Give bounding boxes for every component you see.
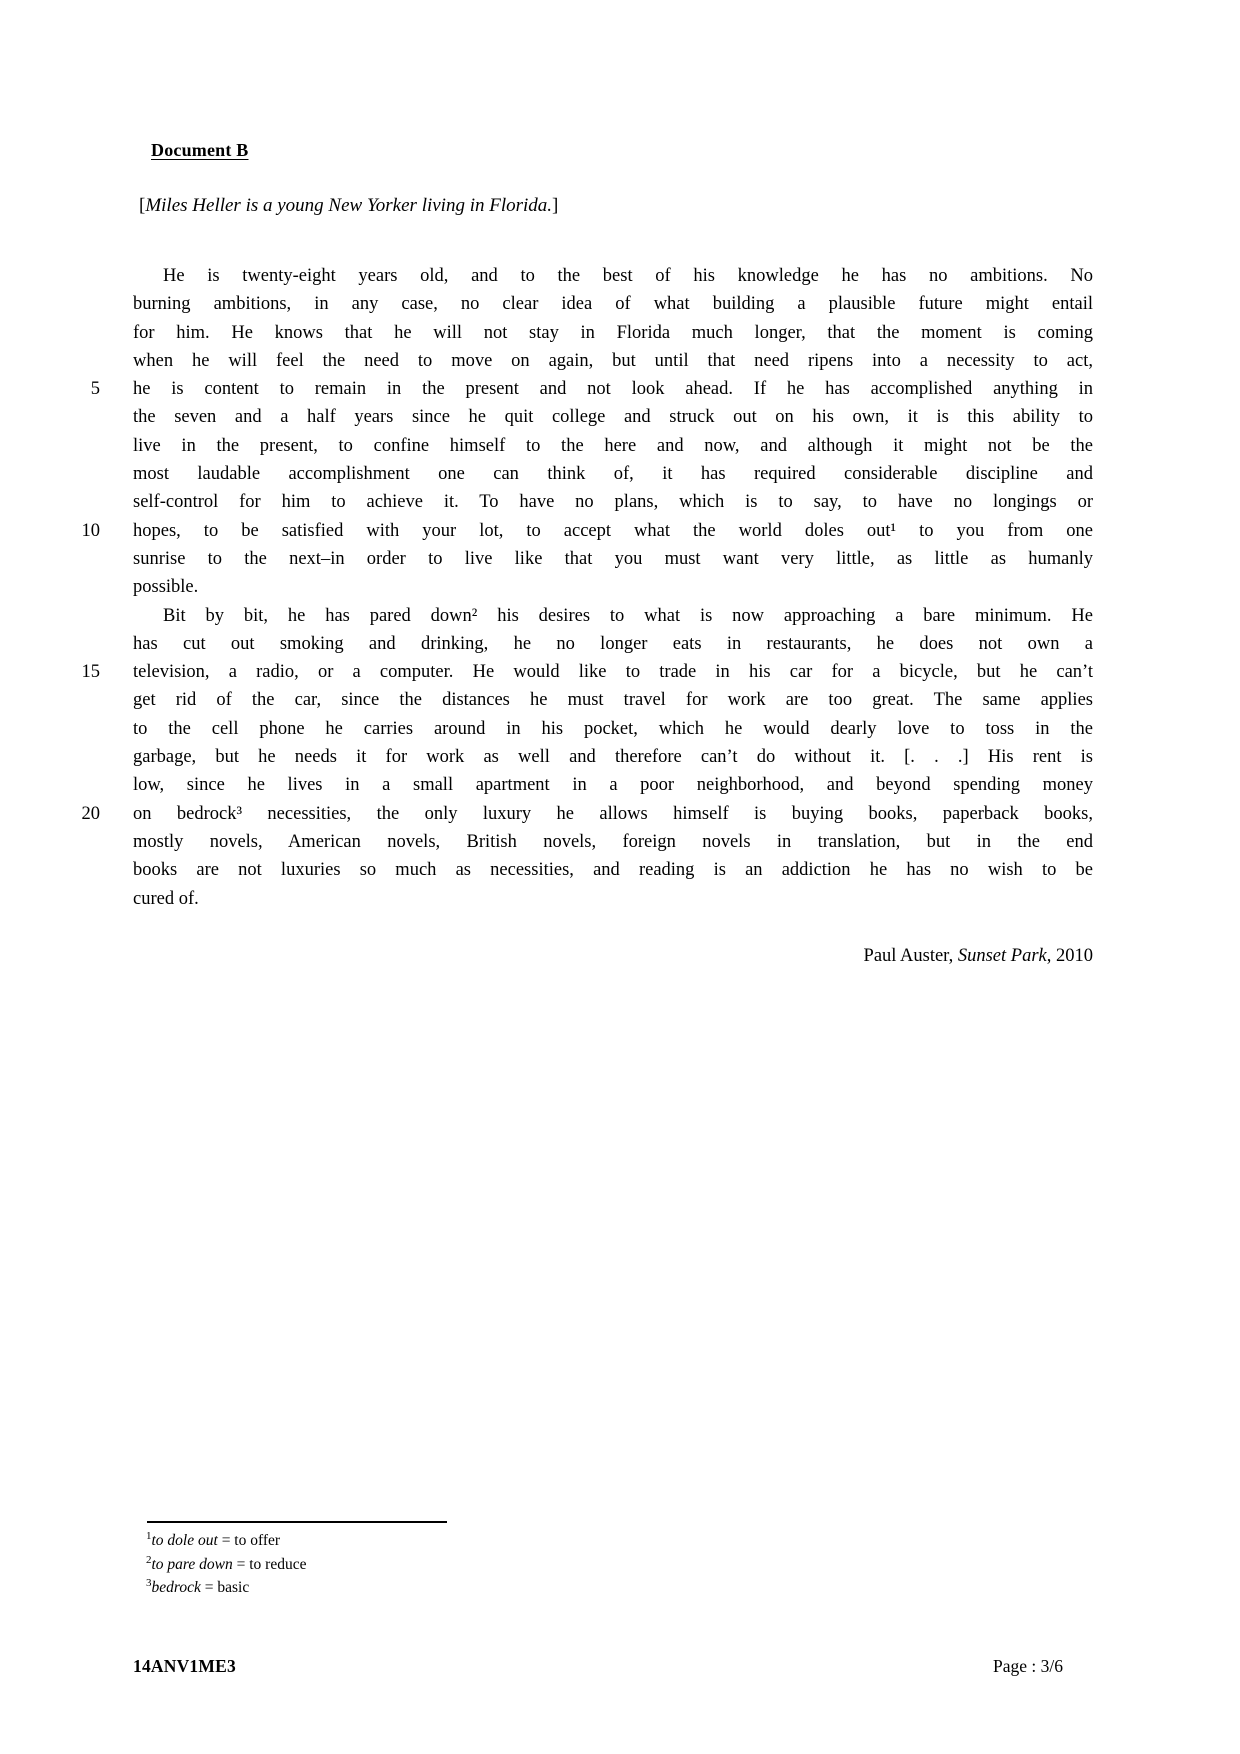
passage-line: low, since he lives in a small apartment in a poor neighborhood, and beyond spending money (133, 775, 1093, 796)
passage-row (60, 262, 1093, 290)
footnote (146, 1553, 306, 1577)
footnote-term: to pare down (151, 1555, 233, 1573)
passage-row (60, 885, 1093, 913)
attribution-author: Paul Auster, (863, 946, 958, 966)
intro-close-bracket: ] (552, 195, 559, 216)
footnote-definition: = to offer (217, 1532, 281, 1549)
margin-line-number: 20 (81, 803, 100, 824)
passage-line: garbage, but he needs it for work as well and therefore can’t do without it. [. . .] His rent is (133, 747, 1093, 768)
passage-line: books are not luxuries so much as necessities, and reading is an addiction he has no wish to be (133, 860, 1093, 881)
passage-row (60, 517, 1093, 545)
margin-line-number: 10 (81, 520, 100, 541)
page-number: Page : 3/6 (993, 1656, 1063, 1676)
footnote (146, 1529, 306, 1553)
passage-line: most laudable accomplishment one can think of, it has required considerable discipline and (133, 464, 1093, 485)
footnote-number: 3 (146, 1576, 152, 1589)
passage-row (60, 375, 1093, 403)
passage-row (60, 403, 1093, 431)
passage-row (60, 347, 1093, 375)
passage-line: he is content to remain in the present and not look ahead. If he has accomplished anything in (133, 379, 1093, 400)
passage-row (60, 432, 1093, 460)
exam-code: 14ANV1ME3 (133, 1656, 236, 1676)
footnote-definition: = basic (200, 1579, 250, 1596)
passage-row (60, 743, 1093, 771)
passage-line: burning ambitions, in any case, no clear idea of what building a plausible future might entail (133, 294, 1093, 315)
passage-line: cured of. (133, 888, 199, 909)
intro-text: Miles Heller is a young New Yorker living in Florida. (145, 195, 553, 216)
passage-line: when he will feel the need to move on again, but until that need ripens into a necessity to act, (133, 350, 1093, 371)
passage-row (60, 290, 1093, 318)
source-attribution (133, 946, 1093, 967)
passage-row (60, 771, 1093, 799)
passage-line: to the cell phone he carries around in his pocket, which he would dearly love to toss in the (133, 718, 1093, 739)
footnote (146, 1576, 306, 1600)
passage-line: the seven and a half years since he quit college and struck out on his own, it is this ability to (133, 407, 1093, 428)
passage-row (60, 800, 1093, 828)
footnote-number: 1 (146, 1529, 152, 1542)
passage-line: Bit by bit, he has pared down² his desires to what is now approaching a bare minimum. He (163, 605, 1093, 626)
passage-row (60, 602, 1093, 630)
passage-line: sunrise to the next–in order to live like that you must want very little, as little as humanly (133, 548, 1093, 569)
passage-line: He is twenty-eight years old, and to the best of his knowledge he has no ambitions. No (163, 266, 1093, 286)
passage-row (60, 686, 1093, 714)
document-label: Document B (151, 140, 249, 160)
passage-line: mostly novels, American novels, British novels, foreign novels in translation, but in the end (133, 831, 1093, 852)
passage-row (60, 630, 1093, 658)
passage-row (60, 856, 1093, 884)
passage-line: self-control for him to achieve it. To have no plans, which is to say, to have no longings or (133, 492, 1093, 513)
passage-line: for him. He knows that he will not stay in Florida much longer, that the moment is coming (133, 322, 1093, 343)
page-footer (133, 1656, 1063, 1677)
passage-line: live in the present, to confine himself to the here and now, and although it might not be the (133, 435, 1093, 456)
passage-row (60, 319, 1093, 347)
margin-line-number: 5 (90, 379, 100, 400)
passage-row (60, 828, 1093, 856)
passage-line: get rid of the car, since the distances he must travel for work are too great. The same applies (133, 690, 1093, 711)
footnotes (146, 1529, 306, 1600)
passage-row (60, 545, 1093, 573)
passage (60, 262, 1093, 913)
footnote-number: 2 (146, 1553, 152, 1566)
intro-line (139, 195, 558, 217)
passage-line: on bedrock³ necessities, the only luxury he allows himself is buying books, paperback books, (133, 803, 1093, 824)
attribution-work-title: Sunset Park (957, 946, 1047, 966)
passage-row (60, 658, 1093, 686)
passage-row (60, 460, 1093, 488)
footnote-definition: = to reduce (232, 1555, 307, 1573)
passage-line: possible. (133, 577, 199, 598)
footnote-term: to dole out (151, 1532, 218, 1549)
passage-row (60, 573, 1093, 601)
margin-line-number: 15 (81, 662, 100, 683)
passage-row (60, 715, 1093, 743)
attribution-year: , 2010 (1046, 946, 1093, 966)
footnote-separator-rule (147, 1521, 447, 1523)
intro-open-bracket: [ (139, 195, 146, 216)
passage-line: has cut out smoking and drinking, he no longer eats in restaurants, he does not own a (133, 633, 1093, 654)
passage-line: hopes, to be satisfied with your lot, to accept what the world doles out¹ to you from one (133, 520, 1093, 541)
footnote-term: bedrock (151, 1579, 201, 1596)
passage-row (60, 488, 1093, 516)
passage-line: television, a radio, or a computer. He would like to trade in his car for a bicycle, but he can’t (133, 662, 1093, 683)
